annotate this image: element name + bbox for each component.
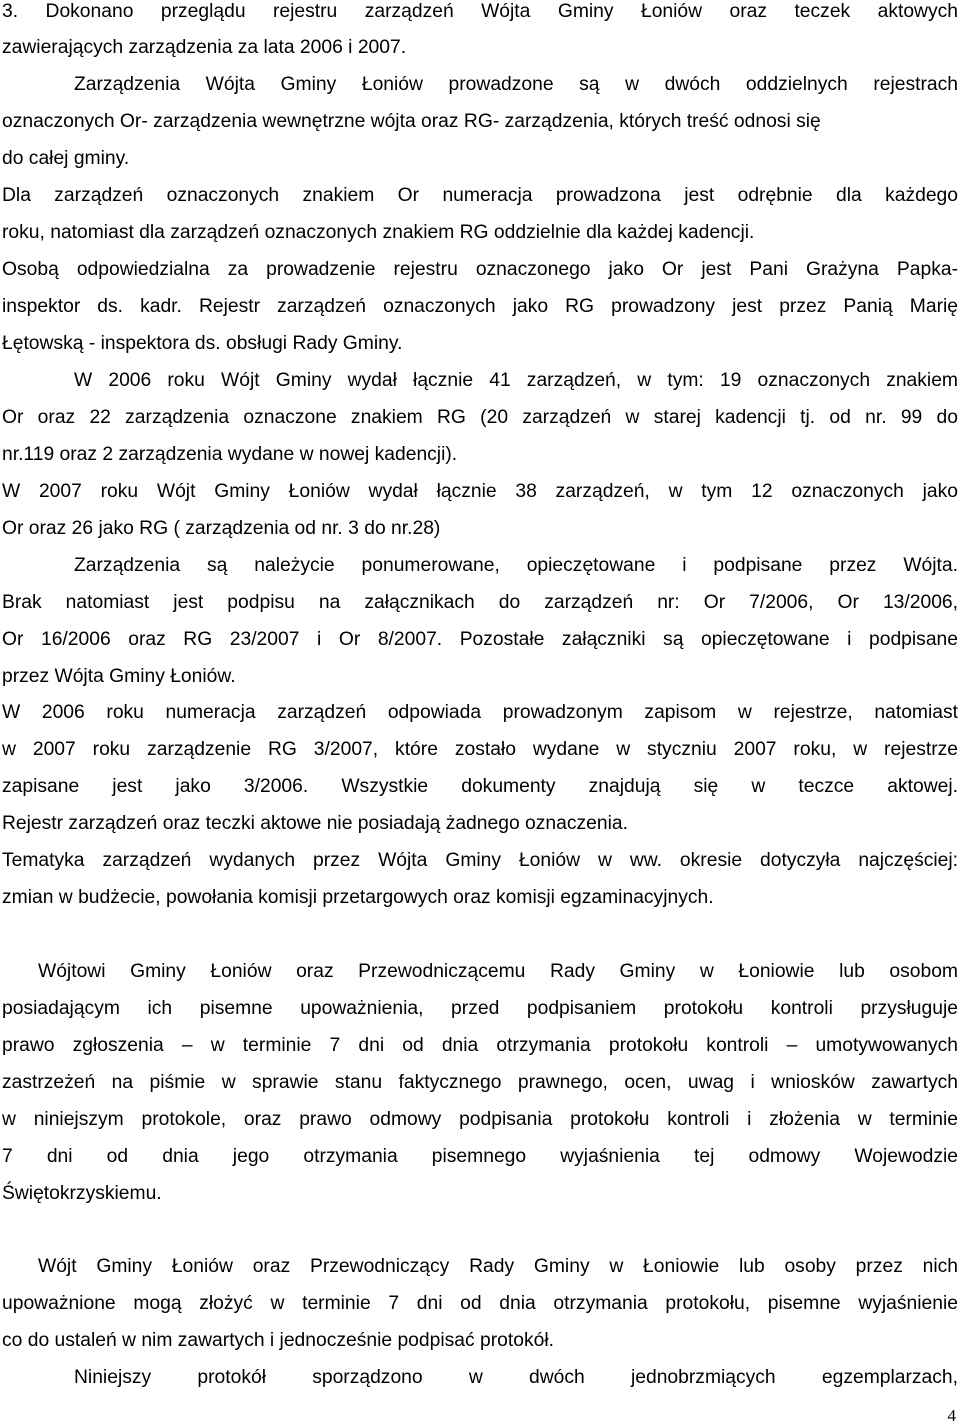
text-line: Zarządzenia Wójta Gminy Łoniów prowadzone są w dwóch oddzielnych rejestrach	[74, 74, 958, 95]
text-line: Brak natomiast jest podpisu na załącznikach do zarządzeń nr: Or 7/2006, Or 13/2006,	[2, 592, 958, 613]
text-line: zapisane jest jako 3/2006. Wszystkie dokumenty znajdują się w teczce aktowej.	[2, 776, 958, 797]
text-line: Osobą odpowiedzialna za prowadzenie rejestru oznaczonego jako Or jest Pani Grażyna Papka-	[2, 259, 958, 280]
text-line: Świętokrzyskiemu.	[2, 1183, 162, 1204]
text-line: 3. Dokonano przeglądu rejestru zarządzeń Wójta Gminy Łoniów oraz teczek aktowych	[2, 1, 958, 22]
text-line: Zarządzenia są należycie ponumerowane, opieczętowane i podpisane przez Wójta.	[74, 555, 958, 576]
text-line: w niniejszym protokole, oraz prawo odmowy podpisania protokołu kontroli i złożenia w terminie	[2, 1109, 958, 1130]
text-line: upoważnione mogą złożyć w terminie 7 dni od dnia otrzymania protokołu, pisemne wyjaśnienie	[2, 1293, 958, 1314]
text-line: 7 dni od dnia jego otrzymania pisemnego wyjaśnienia tej odmowy Wojewodzie	[2, 1146, 958, 1167]
text-line: Tematyka zarządzeń wydanych przez Wójta Gminy Łoniów w ww. okresie dotyczyła najczęściej:	[2, 850, 958, 871]
text-line: prawo zgłoszenia – w terminie 7 dni od dnia otrzymania protokołu kontroli – umotywowanych	[2, 1035, 958, 1056]
text-line: Or 16/2006 oraz RG 23/2007 i Or 8/2007. Pozostałe załączniki są opieczętowane i podpisane	[2, 629, 958, 650]
text-line: oznaczonych Or- zarządzenia wewnętrzne wójta oraz RG- zarządzenia, których treść odnosi się	[2, 111, 821, 132]
text-line: zawierających zarządzenia za lata 2006 i 2007.	[2, 37, 407, 58]
text-line: Dla zarządzeń oznaczonych znakiem Or numeracja prowadzona jest odrębnie dla każdego	[2, 185, 958, 206]
text-line: roku, natomiast dla zarządzeń oznaczonych znakiem RG oddzielnie dla każdej kadencji.	[2, 222, 755, 243]
text-line: Wójt Gminy Łoniów oraz Przewodniczący Rady Gminy w Łoniowie lub osoby przez nich	[38, 1256, 958, 1277]
page-number: 4	[947, 1406, 956, 1425]
text-line: W 2007 roku Wójt Gminy Łoniów wydał łącznie 38 zarządzeń, w tym 12 oznaczonych jako	[2, 481, 958, 502]
text-line: inspektor ds. kadr. Rejestr zarządzeń oznaczonych jako RG prowadzony jest przez Panią Marię	[2, 296, 958, 317]
text-line: Rejestr zarządzeń oraz teczki aktowe nie posiadają żadnego oznaczenia.	[2, 813, 628, 834]
text-line: w 2007 roku zarządzenie RG 3/2007, które zostało wydane w styczniu 2007 roku, w rejestrze	[2, 739, 958, 760]
text-line: posiadającym ich pisemne upoważnienia, przed podpisaniem protokołu kontroli przysługuje	[2, 998, 958, 1019]
text-line: zastrzeżeń na piśmie w sprawie stanu faktycznego prawnego, ocen, uwag i wniosków zawartych	[2, 1072, 958, 1093]
text-line: Wójtowi Gminy Łoniów oraz Przewodniczącemu Rady Gminy w Łoniowie lub osobom	[38, 961, 958, 982]
text-line: Łętowską - inspektora ds. obsługi Rady Gminy.	[2, 333, 403, 354]
text-line: W 2006 roku numeracja zarządzeń odpowiada prowadzonym zapisom w rejestrze, natomiast	[2, 702, 958, 723]
text-line: Niniejszy protokół sporządzono w dwóch jednobrzmiących egzemplarzach,	[74, 1367, 958, 1388]
text-line: Or oraz 26 jako RG ( zarządzenia od nr. 3 do nr.28)	[2, 518, 441, 539]
text-line: do całej gminy.	[2, 148, 130, 169]
text-line: nr.119 oraz 2 zarządzenia wydane w nowej kadencji).	[2, 444, 458, 465]
text-line: przez Wójta Gminy Łoniów.	[2, 666, 236, 687]
text-line: Or oraz 22 zarządzenia oznaczone znakiem RG (20 zarządzeń w starej kadencji tj. od nr. 99 do	[2, 407, 958, 428]
text-line: zmian w budżecie, powołania komisji przetargowych oraz komisji egzaminacyjnych.	[2, 887, 714, 908]
text-line: W 2006 roku Wójt Gminy wydał łącznie 41 zarządzeń, w tym: 19 oznaczonych znakiem	[74, 370, 958, 391]
text-line: co do ustaleń w nim zawartych i jednocześnie podpisać protokół.	[2, 1330, 554, 1351]
